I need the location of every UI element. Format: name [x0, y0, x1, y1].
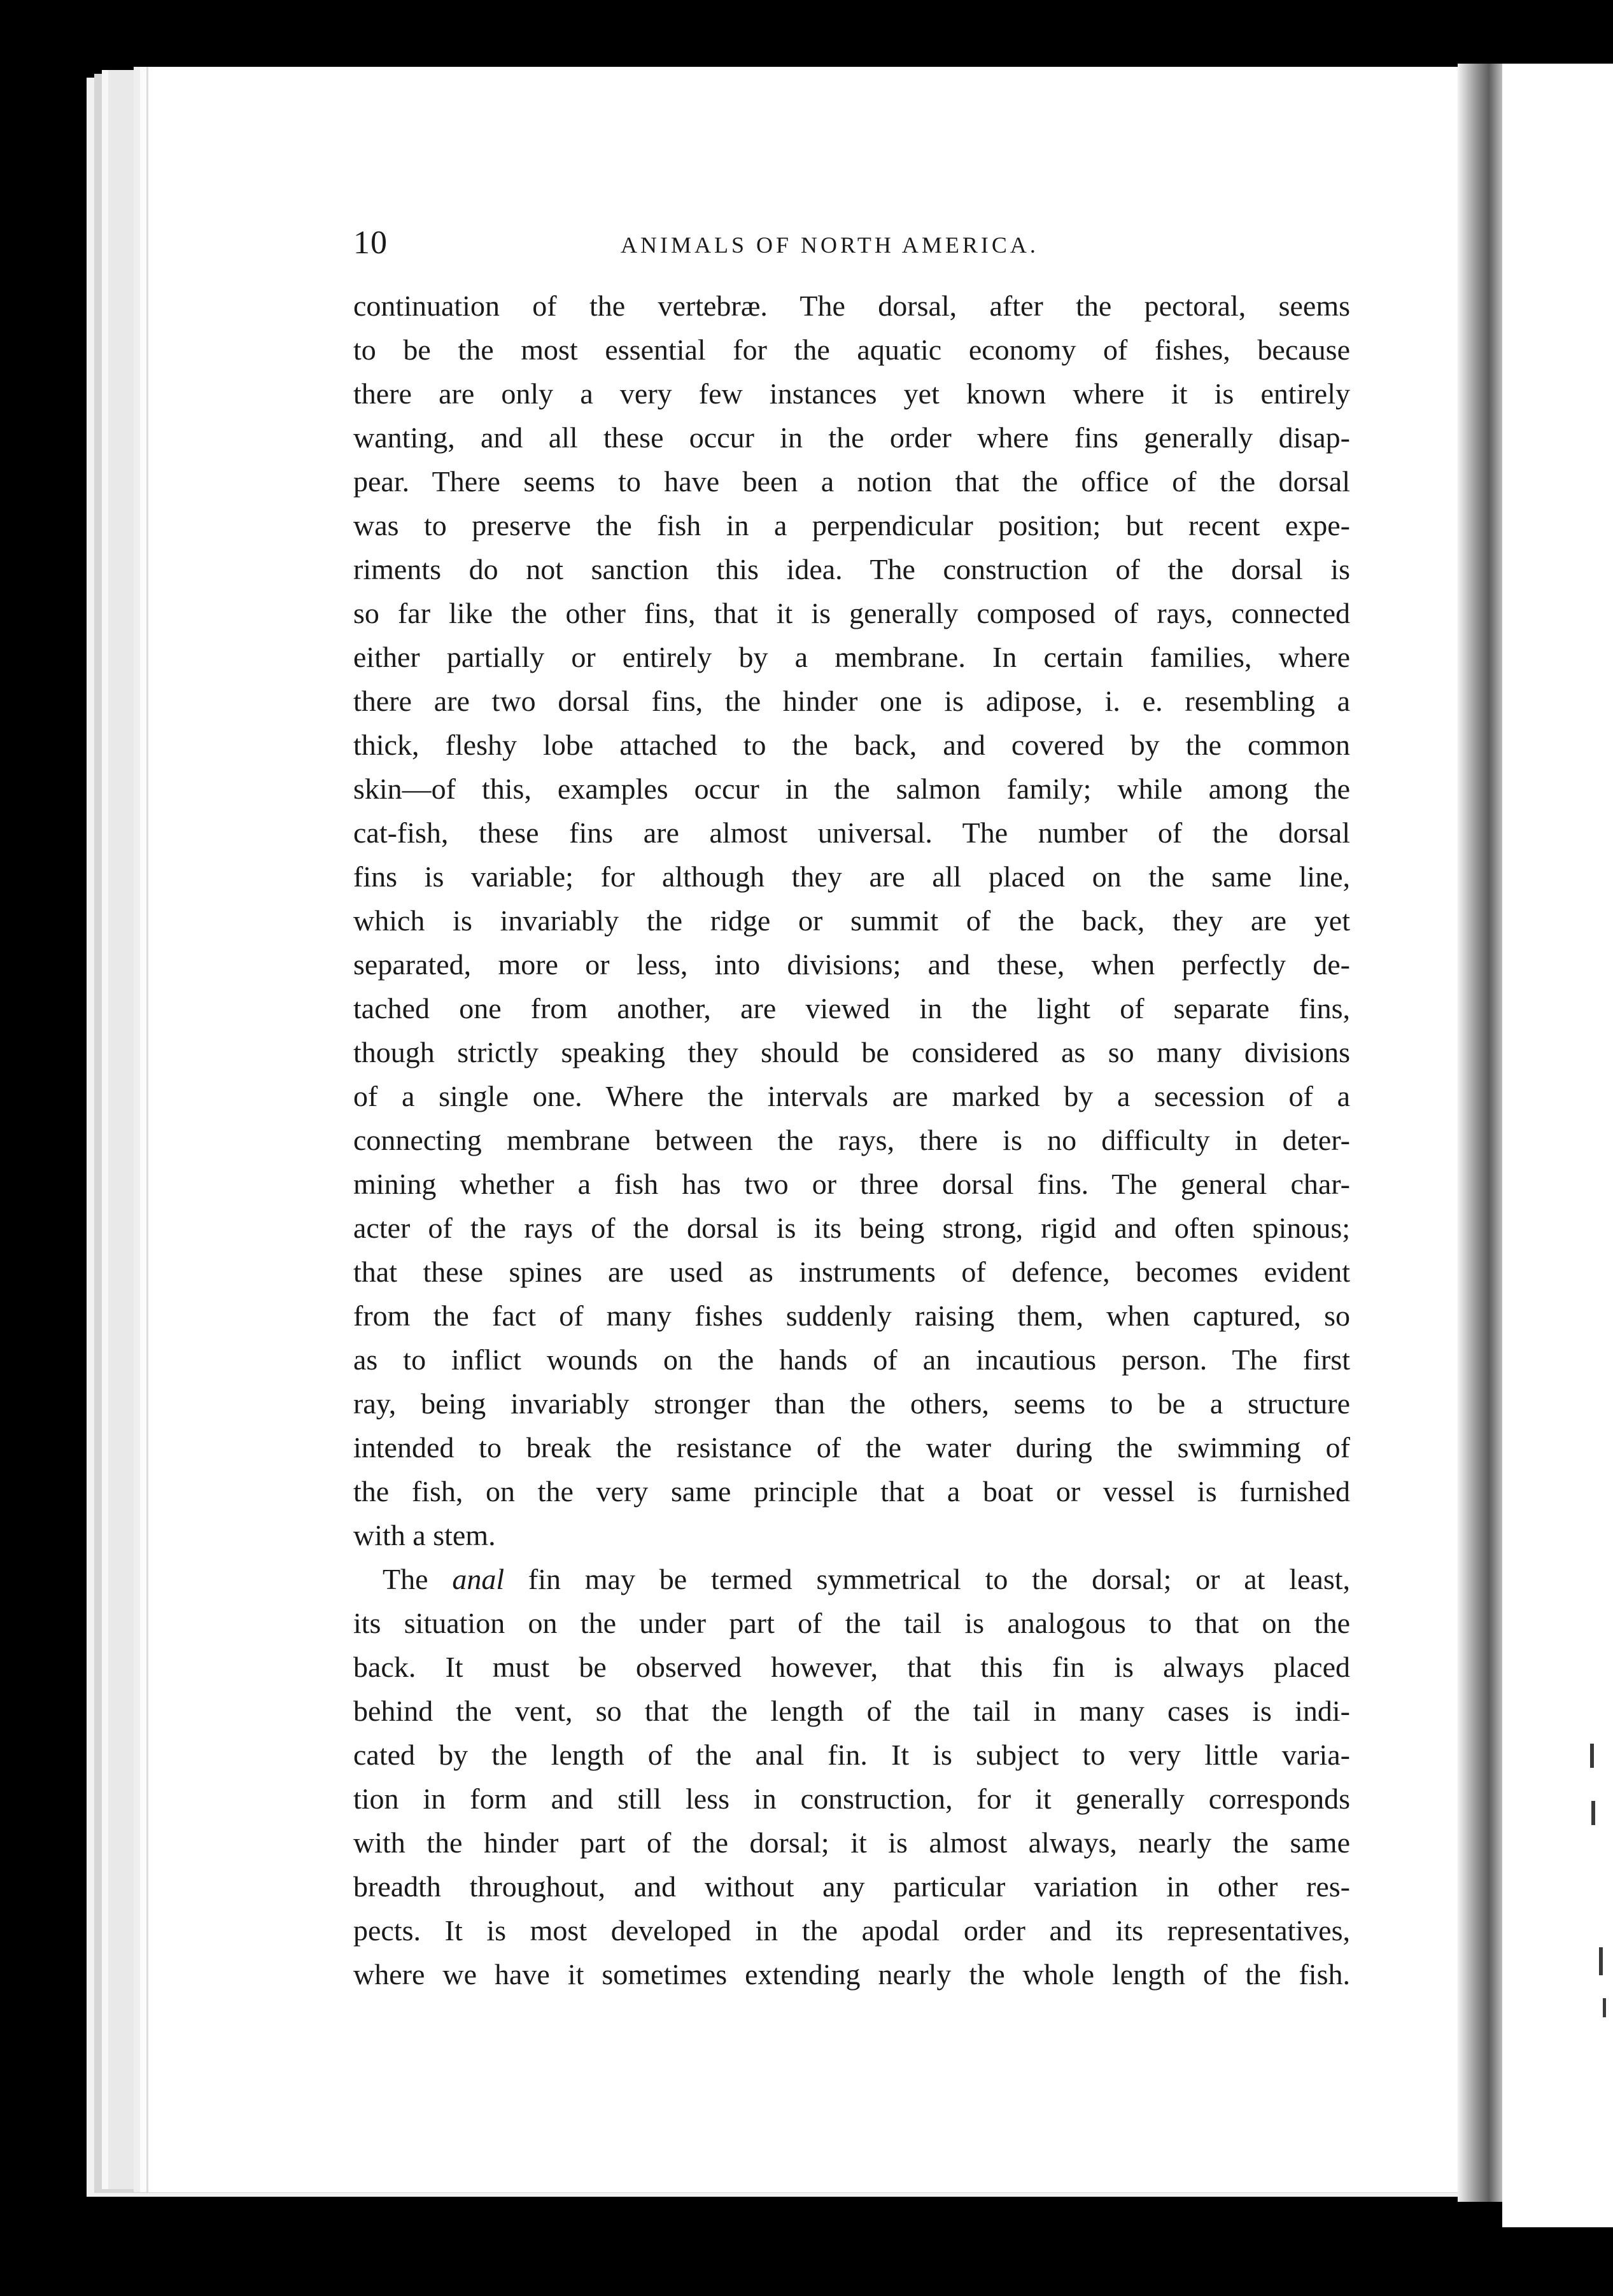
text-line: of a single one. Where the intervals are marked by a secession of a	[353, 1080, 1350, 1112]
text-line: behind the vent, so that the length of the tail in many cases is indi-	[353, 1695, 1350, 1727]
paragraph-anal-fin	[353, 1557, 1350, 1996]
running-title: ANIMALS OF NORTH AMERICA.	[621, 232, 1039, 258]
italic-term: anal	[452, 1563, 505, 1595]
text-line: connecting membrane between the rays, there is no difficulty in deter-	[353, 1124, 1350, 1156]
facing-page-mark	[1599, 1947, 1603, 1975]
text-line: as to inflict wounds on the hands of an incautious person. The first	[353, 1343, 1350, 1376]
text-line: intended to break the resistance of the water during the swimming of	[353, 1431, 1350, 1464]
text-line: continuation of the vertebræ. The dorsal, after the pectoral, seems	[353, 290, 1350, 322]
facing-page-mark	[1603, 1998, 1606, 2017]
text-line: skin—of this, examples occur in the salmon family; while among the	[353, 773, 1350, 805]
text-line: thick, fleshy lobe attached to the back, and covered by the common	[353, 729, 1350, 761]
text-line: where we have it sometimes extending nearly the whole length of the fish.	[353, 1958, 1350, 1991]
binding-gutter-shadow	[1458, 64, 1502, 2202]
text-line: the fish, on the very same principle that a boat or vessel is furnished	[353, 1475, 1350, 1508]
text-line: back. It must be observed however, that this fin is always placed	[353, 1651, 1350, 1683]
facing-page-edge	[1502, 64, 1613, 2227]
text-line: though strictly speaking they should be considered as so many divisions	[353, 1036, 1350, 1068]
page-number: 10	[353, 225, 388, 261]
text-line: cat-fish, these fins are almost universal. The number of the dorsal	[353, 816, 1350, 849]
text-line: tached one from another, are viewed in the light of separate fins,	[353, 992, 1350, 1025]
text-line: was to preserve the fish in a perpendicular position; but recent expe-	[353, 509, 1350, 542]
text-line: riments do not sanction this idea. The construction of the dorsal is	[353, 553, 1350, 585]
text-line: acter of the rays of the dorsal is its being strong, rigid and often spinous;	[353, 1212, 1350, 1244]
page-text-block	[353, 224, 1350, 1996]
text-line: pects. It is most developed in the apodal order and its representatives,	[353, 1914, 1350, 1947]
text-line: that these spines are used as instruments of defence, becomes evident	[353, 1256, 1350, 1288]
text-line: cated by the length of the anal fin. It is subject to very little varia-	[353, 1739, 1350, 1771]
text-line: with a stem.	[353, 1519, 496, 1551]
text-line: there are only a very few instances yet known where it is entirely	[353, 377, 1350, 410]
facing-page-mark	[1590, 1744, 1594, 1768]
text-line: there are two dorsal fins, the hinder one is adipose, i. e. resembling a	[353, 685, 1350, 717]
text-line: tion in form and still less in construction, for it generally corresponds	[353, 1782, 1350, 1815]
text-line: from the fact of many fishes suddenly raising them, when captured, so	[353, 1299, 1350, 1332]
text-line: mining whether a fish has two or three dorsal fins. The general char-	[353, 1168, 1350, 1200]
text-line: fins is variable; for although they are all placed on the same line,	[353, 860, 1350, 893]
text-line: its situation on the under part of the tail is analogous to that on the	[353, 1607, 1350, 1639]
line-rest: fin may be termed symmetrical to the dorsal; or at least,	[528, 1563, 1351, 1595]
paragraph-dorsal-fin	[353, 284, 1350, 1557]
facing-page-mark	[1591, 1801, 1595, 1825]
text-line-with-italic	[353, 1557, 1350, 1601]
text-line: so far like the other fins, that it is generally composed of rays, connected	[353, 597, 1350, 629]
lead-word: The	[383, 1563, 428, 1595]
running-head	[353, 224, 1350, 262]
text-line: separated, more or less, into divisions; and these, when perfectly de-	[353, 948, 1350, 981]
text-line: which is invariably the ridge or summit of the back, they are yet	[353, 904, 1350, 937]
text-line: ray, being invariably stronger than the others, seems to be a structure	[353, 1387, 1350, 1420]
text-line: either partially or entirely by a membrane. In certain families, where	[353, 641, 1350, 673]
text-line: with the hinder part of the dorsal; it is almost always, nearly the same	[353, 1826, 1350, 1859]
text-line: breadth throughout, and without any particular variation in other res-	[353, 1870, 1350, 1903]
text-line: to be the most essential for the aquatic economy of fishes, because	[353, 333, 1350, 366]
text-line: wanting, and all these occur in the order where fins generally disap-	[353, 421, 1350, 454]
text-line: pear. There seems to have been a notion that the office of the dorsal	[353, 465, 1350, 498]
